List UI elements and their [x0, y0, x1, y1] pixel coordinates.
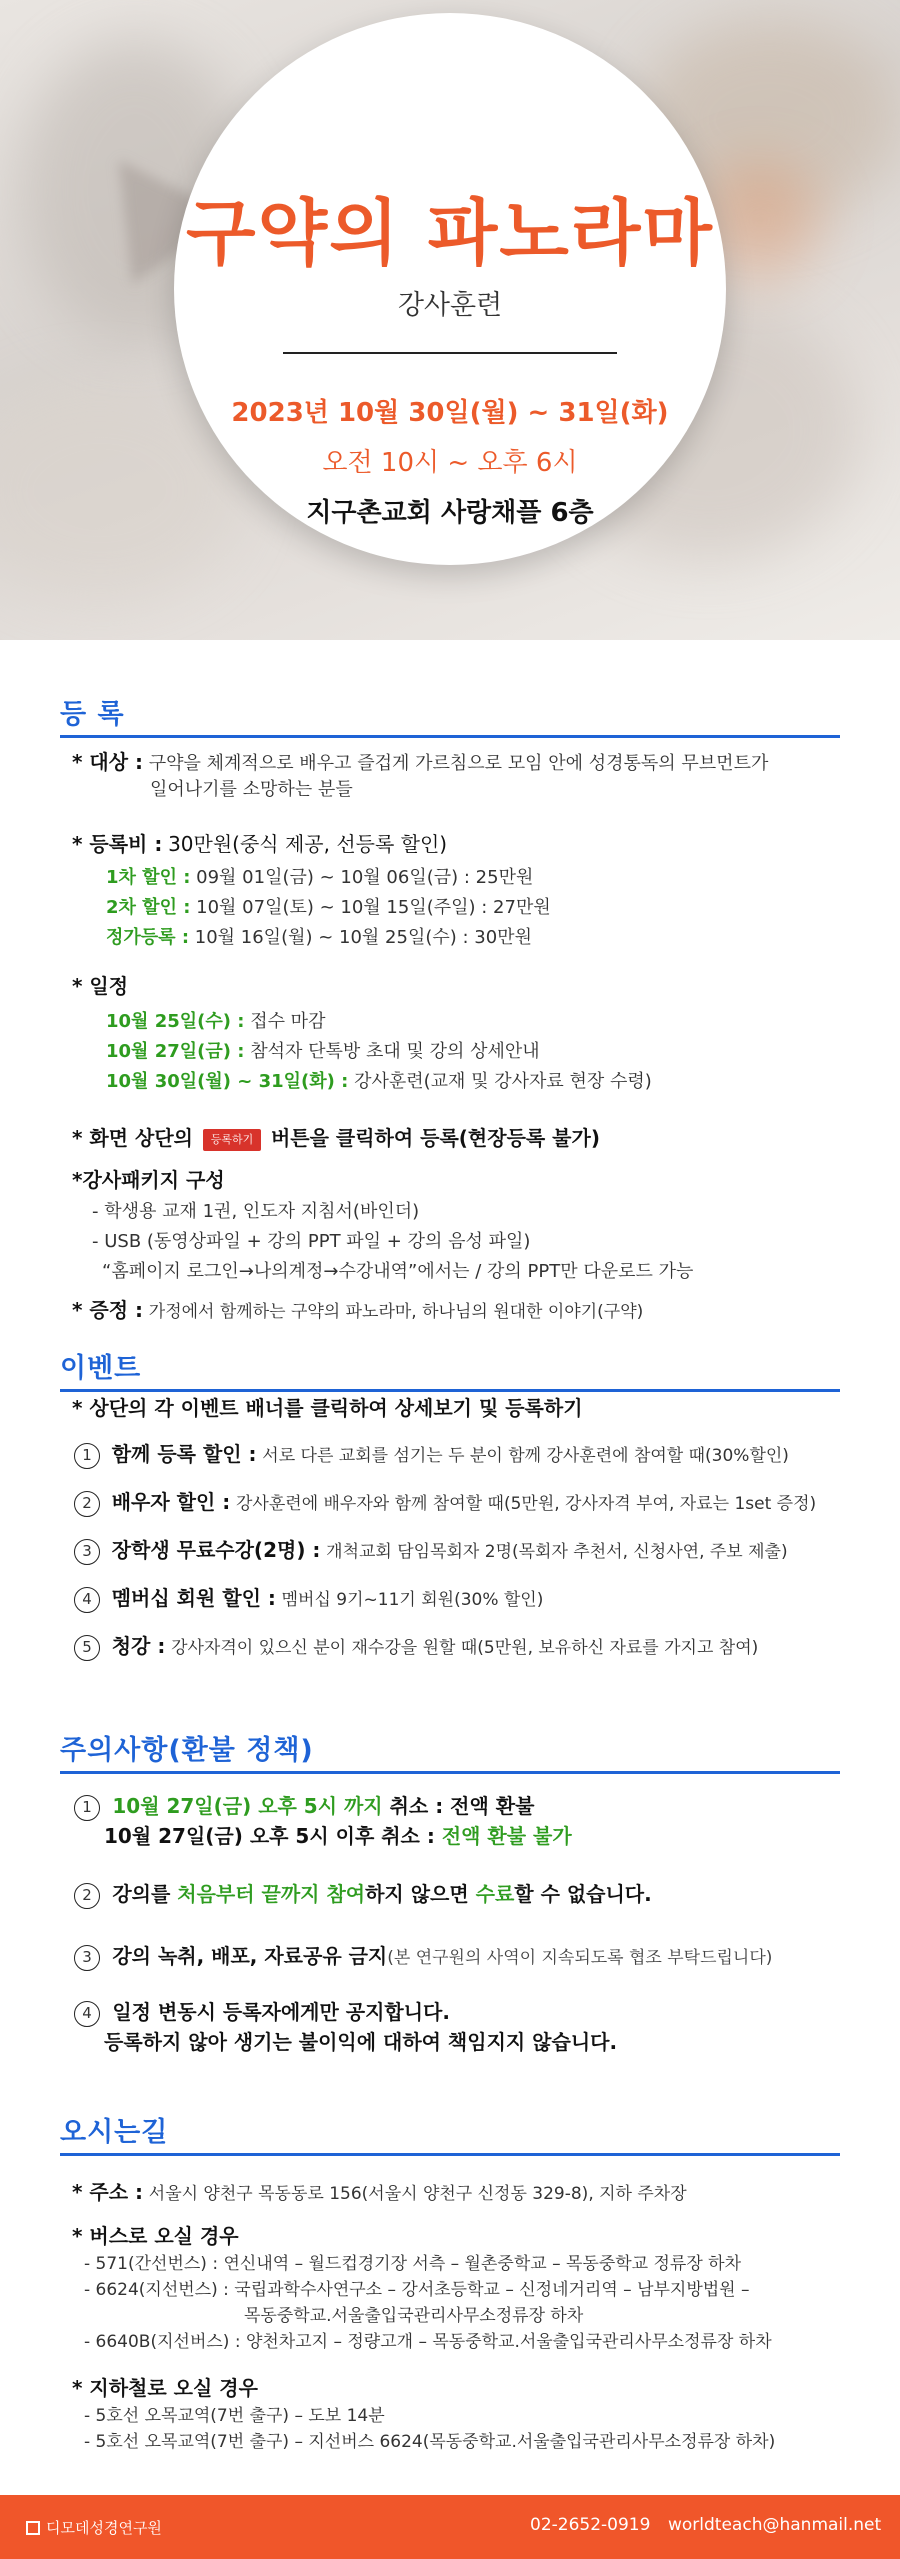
footer-org: 디모데성경연구원: [46, 2519, 162, 2537]
address-text: 서울시 양천구 목동동로 156(서울시 양천구 신정동 329-8), 지하 주차장: [148, 2184, 687, 2204]
package-row: [72, 1166, 852, 1196]
subway-label: * 지하철로 오실 경우: [72, 2376, 258, 2400]
bus-line: - 571(간선번스) : 연신내역 – 월드컵경기장 서측 – 월촌중학교 – 목동중학교 정류장 하차: [84, 2254, 742, 2274]
divider: [283, 352, 617, 354]
schedule-text: 강사훈련(교재 및 강사자료 현장 수령): [354, 1071, 652, 1092]
schedule-date: 10월 25일(수) :: [106, 1011, 245, 1032]
target-text: 구약을 체계적으로 배우고 즐겁게 가르침으로 모임 안에 성경통독의 무브먼트가: [148, 753, 769, 774]
hero-place: 지구촌교회 사랑채플 6층: [306, 498, 594, 528]
subway-row: [72, 2374, 852, 2404]
notice-green: 수료: [475, 1882, 515, 1906]
package-item: “홈페이지 로그인→나의계정→수강내역”에서는 / 강의 PPT만 다운로드 가능: [102, 1261, 694, 1282]
event-item[interactable]: [74, 1440, 854, 1470]
fee-item-label: 2차 할인 :: [106, 897, 191, 918]
fee-label: * 등록비 :: [72, 832, 163, 856]
section-heading-notice: [60, 1728, 840, 1774]
section-title: 오시는길: [60, 2117, 169, 2148]
fee-item: [106, 864, 533, 892]
schedule-text: 참석자 단톡방 초대 및 강의 상세안내: [250, 1041, 540, 1062]
notice-text: (본 연구원의 사역이 지속되도록 협조 부탁드립니다): [387, 1948, 773, 1968]
address-label: * 주소 :: [72, 2180, 144, 2204]
fee-item: [106, 924, 532, 952]
bus-line: 목동중학교.서울출입국관리사무소정류장 하차: [244, 2306, 584, 2326]
fee-item: [106, 894, 551, 922]
hero-title: 구약의 파노라마: [186, 191, 714, 275]
section-title: 주의사항(환불 정책): [60, 1735, 314, 1766]
package-item: - 학생용 교재 1권, 인도자 지침서(바인더): [92, 1201, 420, 1222]
event-label: 배우자 할인 :: [111, 1490, 231, 1514]
events-intro-text: * 상단의 각 이벤트 배너를 클릭하여 상세보기 및 등록하기: [72, 1396, 583, 1420]
notice-green: 10월 27일(금) 오후 5시 까지: [112, 1794, 383, 1818]
section-heading-directions: [60, 2110, 840, 2156]
fee-item-text: 10월 16일(월) ~ 10월 25일(수) : 30만원: [194, 927, 532, 948]
notice-number: 3: [74, 1945, 100, 1971]
notice-number: 4: [74, 2001, 100, 2027]
fee-item-label: 1차 할인 :: [106, 867, 191, 888]
notice-item: [74, 1942, 854, 1972]
bus-line: - 6624(지선번스) : 국립과학수사연구소 – 강서초등학교 – 신정네거리역 – 남부지방법원 –: [84, 2280, 750, 2300]
hero-banner: [0, 0, 900, 640]
notice-text: 전액 환불: [450, 1794, 535, 1818]
event-number: 4: [74, 1587, 100, 1613]
logo-icon: [26, 2521, 40, 2535]
event-number: 2: [74, 1491, 100, 1517]
notice-text: 취소 :: [382, 1794, 451, 1818]
footer-email[interactable]: worldteach@hanmail.net: [668, 2515, 882, 2535]
event-item[interactable]: [74, 1536, 854, 1566]
notice-green: 처음부터 끝까지 참여: [177, 1882, 366, 1906]
package-item: - USB (동영상파일 + 강의 PPT 파일 + 강의 음성 파일): [92, 1231, 531, 1252]
gift-label: * 증정 :: [72, 1298, 144, 1322]
notice-number: 2: [74, 1883, 100, 1909]
instruction-text: 버튼을 클릭하여 등록(현장등록 불가): [270, 1126, 600, 1150]
event-item[interactable]: [74, 1632, 854, 1662]
event-text: 멤버십 9기~11기 회원(30% 할인): [281, 1590, 544, 1610]
notice-text: 할 수 없습니다.: [514, 1882, 652, 1906]
notice-green: 전액 환불 불가: [441, 1824, 572, 1848]
schedule-row: [72, 972, 852, 1002]
notice-item: [74, 1998, 854, 2027]
notice-text: 강의를: [112, 1882, 178, 1906]
section-heading-registration: [60, 692, 840, 738]
footer-phone: 02-2652-0919: [530, 2515, 651, 2535]
register-instruction: [72, 1124, 852, 1154]
subway-line: - 5호선 오목교역(7번 출구) – 도보 14분: [84, 2406, 385, 2426]
event-text: 강사자격이 있으신 분이 재수강을 원할 때(5만원, 보유하신 자료를 가지고 참여): [171, 1638, 759, 1658]
section-title: 등 록: [60, 699, 125, 730]
fee-item-text: 10월 07일(토) ~ 10월 15일(주일) : 27만원: [196, 897, 551, 918]
schedule-item: [106, 1038, 540, 1066]
bus-row: [72, 2222, 852, 2252]
notice-text: 강의 녹취, 배포, 자료공유 금지: [112, 1944, 388, 1968]
event-text: 개척교회 담임목회자 2명(목회자 추천서, 신청사연, 주보 제출): [326, 1542, 788, 1562]
footer-logo: [26, 2517, 162, 2538]
notice-text: 10월 27일(금) 오후 5시 이후 취소 :: [104, 1824, 442, 1848]
schedule-text: 접수 마감: [250, 1011, 326, 1032]
footer: [0, 2495, 900, 2559]
schedule-date: 10월 27일(금) :: [106, 1041, 245, 1062]
fee-item-text: 09월 01일(금) ~ 10월 06일(금) : 25만원: [196, 867, 534, 888]
schedule-item: [106, 1068, 652, 1096]
event-number: 5: [74, 1635, 100, 1661]
hero-subtitle: 강사훈련: [397, 290, 503, 321]
event-item[interactable]: [74, 1488, 854, 1518]
fee-item-label: 정가등록 :: [106, 927, 190, 948]
schedule-date: 10월 30일(월) ~ 31일(화) :: [106, 1071, 349, 1092]
notice-text: 하지 않으면: [365, 1882, 476, 1906]
notice-number: 1: [74, 1795, 100, 1821]
event-number: 1: [74, 1443, 100, 1469]
schedule-item: [106, 1008, 325, 1036]
fee-row: [72, 830, 852, 860]
event-label: 청강 :: [111, 1634, 166, 1658]
package-label: *강사패키지 구성: [72, 1168, 225, 1192]
notice-item: [74, 1792, 854, 1821]
bus-label: * 버스로 오실 경우: [72, 2224, 239, 2248]
event-item[interactable]: [74, 1584, 854, 1614]
event-text: 강사훈련에 배우자와 함께 참여할 때(5만원, 강사자격 부여, 자료는 1set 증정): [236, 1494, 817, 1514]
event-label: 멤버십 회원 할인 :: [111, 1586, 276, 1610]
notice-item-cont: [104, 2028, 617, 2056]
hero-date: 2023년 10월 30일(월) ~ 31일(화): [231, 398, 669, 428]
notice-item-cont: [104, 1822, 572, 1850]
fee-text: 30만원(중식 제공, 선등록 할인): [168, 832, 448, 856]
target-label: * 대상 :: [72, 750, 144, 774]
gift-row: [72, 1296, 852, 1326]
subway-line: - 5호선 오목교역(7번 출구) – 지선버스 6624(목동중학교.서울출입국관리사무소정류장 하차): [84, 2432, 776, 2452]
bus-line: - 6640B(지선버스) : 양천차고지 – 정량고개 – 목동중학교.서울출입국관리사무소정류장 하차: [84, 2332, 772, 2352]
schedule-label: * 일정: [72, 974, 129, 998]
hero-time: 오전 10시 ~ 오후 6시: [322, 448, 578, 478]
address-row: [72, 2178, 852, 2208]
events-intro: [72, 1394, 852, 1424]
target-row: [72, 748, 852, 778]
target-text-cont: 일어나기를 소망하는 분들: [150, 779, 353, 800]
instruction-text: * 화면 상단의: [72, 1126, 193, 1150]
event-text: 서로 다른 교회를 섬기는 두 분이 함께 강사훈련에 참여할 때(30%할인): [262, 1446, 789, 1466]
section-title: 이벤트: [60, 1353, 142, 1384]
notice-text: 등록하지 않아 생기는 불이익에 대하여 책임지지 않습니다.: [104, 2030, 618, 2054]
event-label: 장학생 무료수강(2명) :: [111, 1538, 321, 1562]
event-label: 함께 등록 할인 :: [111, 1442, 257, 1466]
notice-text: 일정 변동시 등록자에게만 공지합니다.: [112, 2000, 450, 2024]
event-number: 3: [74, 1539, 100, 1565]
notice-item: [74, 1880, 854, 1909]
section-heading-events: [60, 1346, 840, 1392]
gift-text: 가정에서 함께하는 구약의 파노라마, 하나님의 원대한 이야기(구약): [148, 1302, 644, 1322]
register-button[interactable]: 등록하기: [203, 1129, 262, 1151]
